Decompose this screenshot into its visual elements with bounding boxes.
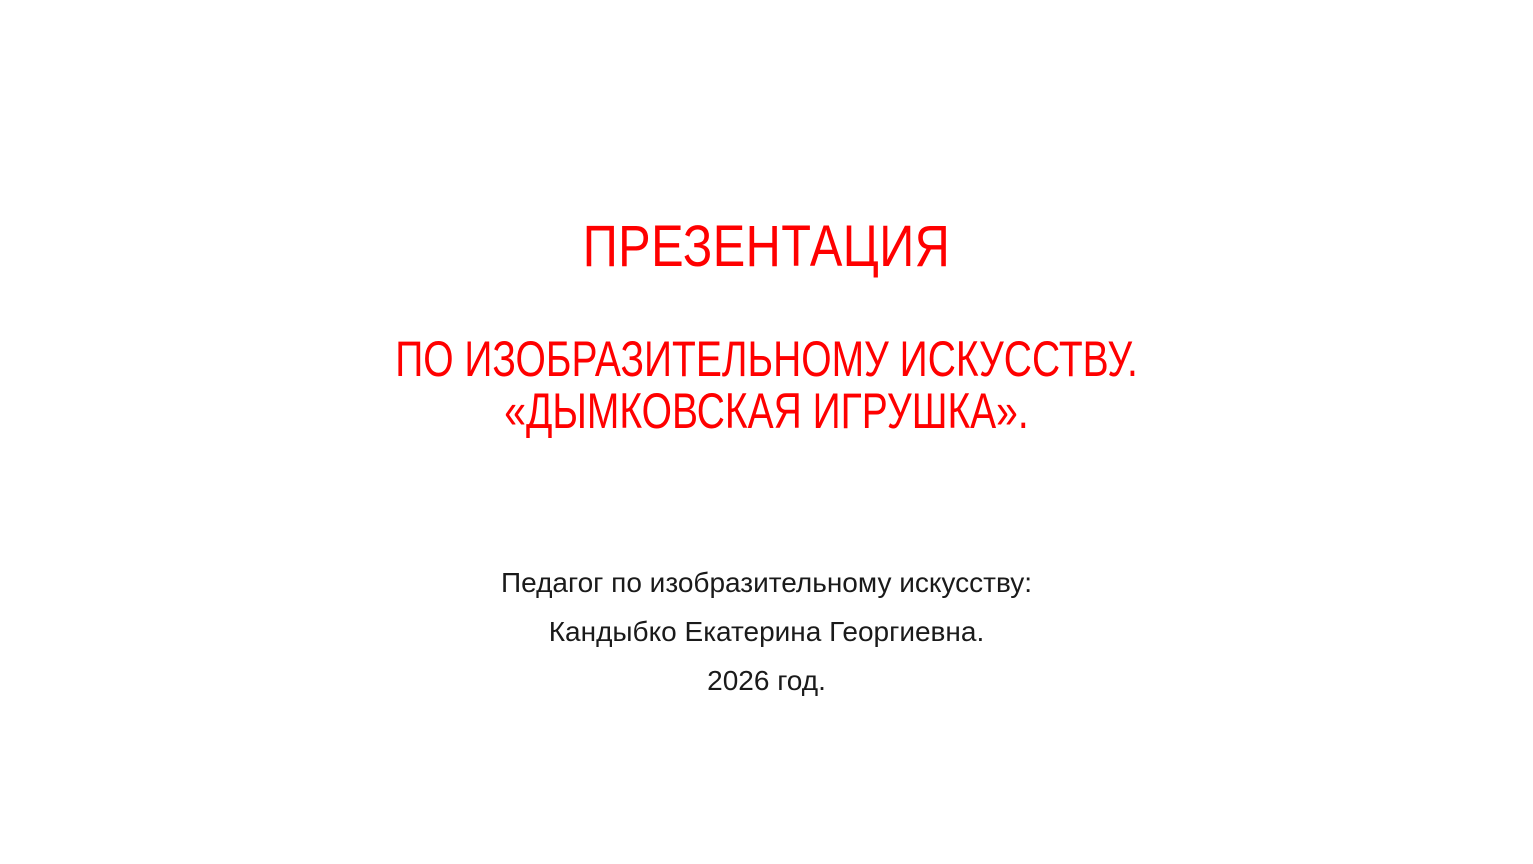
slide-subtitle <box>169 333 1365 437</box>
slide-title: ПРЕЗЕНТАЦИЯ <box>582 214 951 279</box>
slide-credits <box>0 558 1533 705</box>
subtitle-line-course: ПО ИЗОБРАЗИТЕЛЬНОМУ ИСКУССТВУ. <box>395 331 1138 387</box>
credits-name-line: Кандыбко Екатерина Георгиевна. <box>548 616 985 647</box>
subtitle-line-topic: «ДЫМКОВСКАЯ ИГРУШКА». <box>504 383 1029 439</box>
credits-role-line: Педагог по изобразительному искусству: <box>501 567 1032 598</box>
credits-year-line: 2026 год. <box>707 665 826 696</box>
